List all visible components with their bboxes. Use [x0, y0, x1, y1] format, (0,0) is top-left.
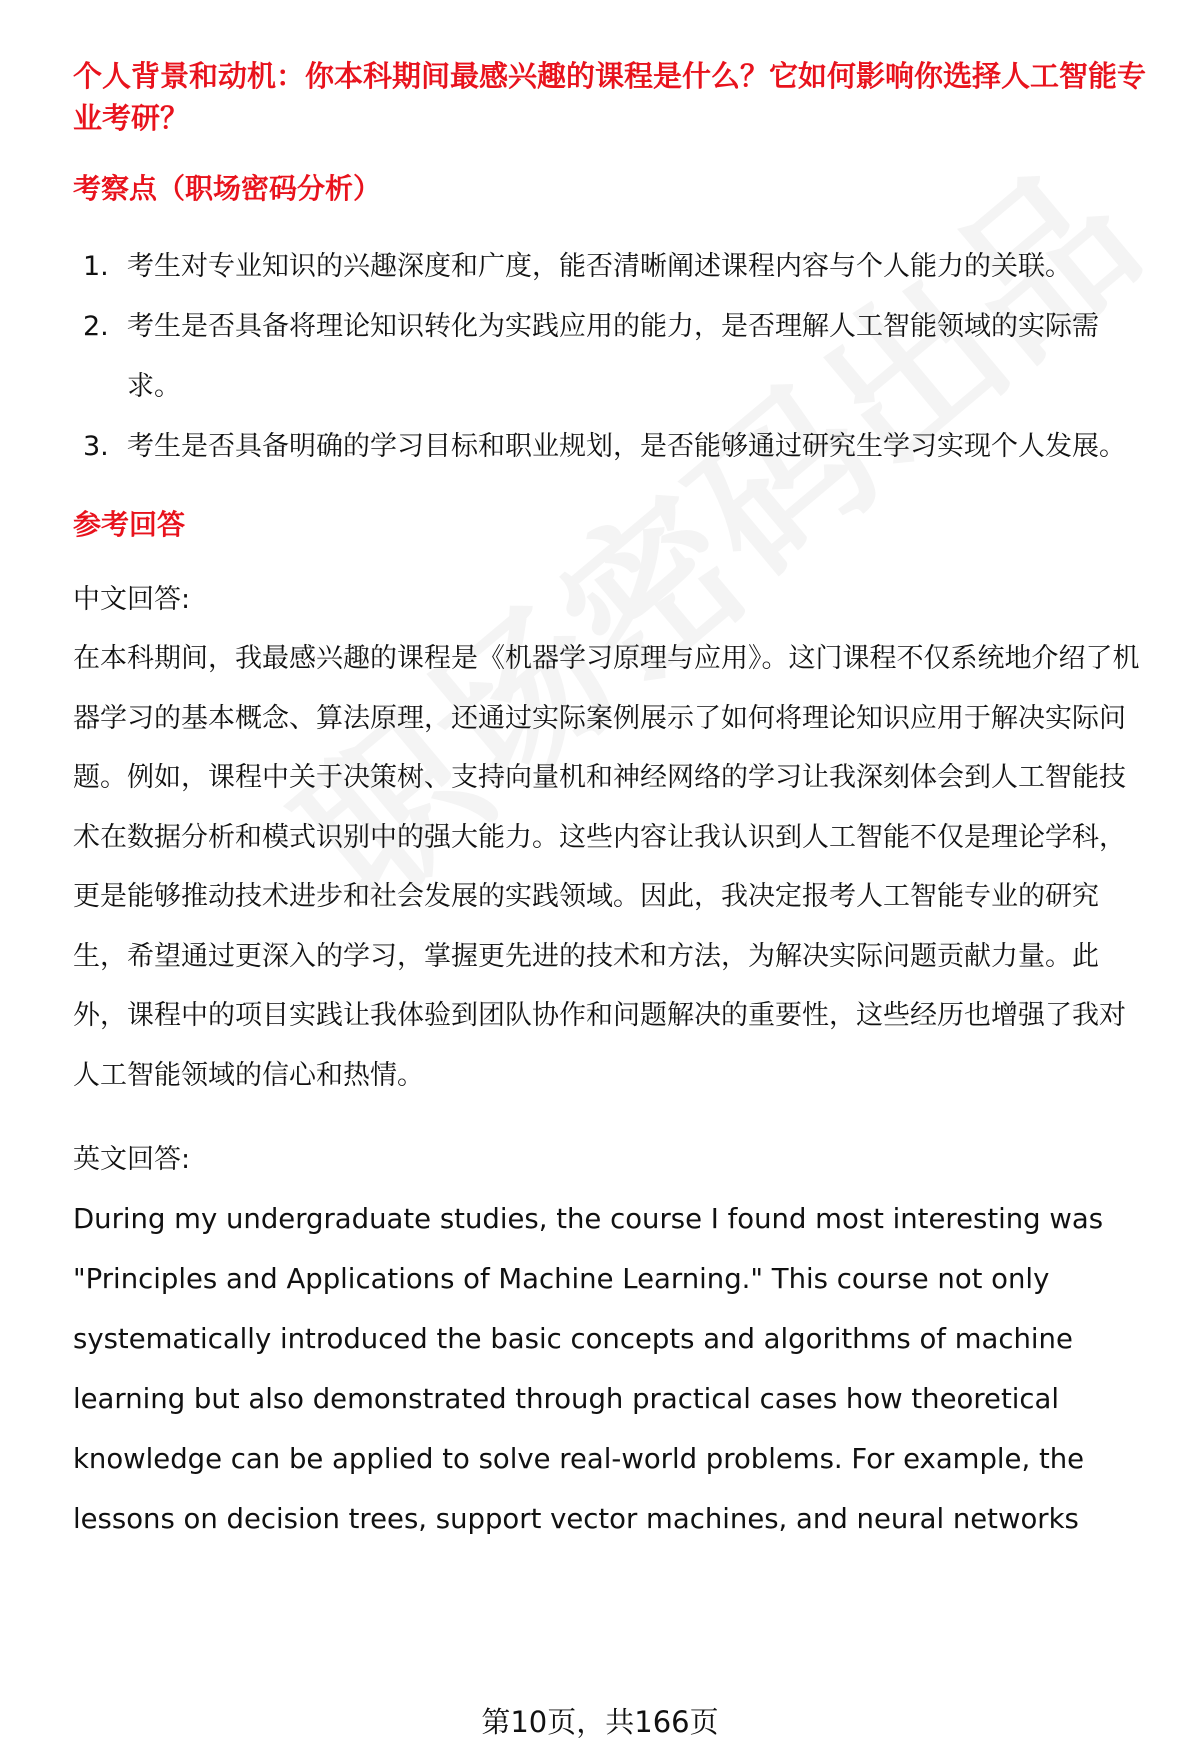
reference-answer-heading: 参考回答	[73, 508, 186, 541]
list-item-number: 3.	[83, 431, 109, 462]
assessment-heading: 考察点（职场密码分析）	[73, 172, 382, 205]
english-answer-text: During my undergraduate studies, the course I found most interesting was "Principles and Applications of Machine Learning." This course not only systematically introduced the basic concepts and algorithms of machine learning but also demonstrated through practical cases how theoretical knowledge can be applied to solve real-world problems. For example, the lessons on decision trees, support vector machines, and neural networks	[73, 1203, 1104, 1535]
list-item-number: 1.	[83, 251, 109, 282]
list-item	[73, 237, 1148, 297]
chinese-answer-label: 中文回答:	[73, 584, 191, 615]
assessment-points-list	[73, 237, 1148, 477]
page-indicator: 第10页，共166页	[481, 1705, 719, 1739]
chinese-answer-text: 在本科期间，我最感兴趣的课程是《机器学习原理与应用》。这门课程不仅系统地介绍了机器学习的基本概念、算法原理，还通过实际案例展示了如何将理论知识应用于解决实际问题。例如，课程中关于决策树、支持向量机和神经网络的学习让我深刻体会到人工智能技术在数据分析和模式识别中的强大能力。这些内容让我认识到人工智能不仅是理论学科，更是能够推动技术进步和社会发展的实践领域。因此，我决定报考人工智能专业的研究生，希望通过更深入的学习，掌握更先进的技术和方法，为解决实际问题贡献力量。此外，课程中的项目实践让我体验到团队协作和问题解决的重要性，这些经历也增强了我对人工智能领域的信心和热情。	[73, 643, 1140, 1091]
document-page	[73, 55, 1148, 1549]
list-item-text: 考生是否具备将理论知识转化为实践应用的能力，是否理解人工智能领域的实际需求。	[127, 311, 1099, 402]
question-title: 个人背景和动机：你本科期间最感兴趣的课程是什么？它如何影响你选择人工智能专业考研？	[73, 59, 1147, 135]
list-item-text: 考生是否具备明确的学习目标和职业规划，是否能够通过研究生学习实现个人发展。	[127, 431, 1126, 462]
list-item-number: 2.	[83, 311, 109, 342]
list-item	[73, 297, 1148, 417]
english-answer-label: 英文回答:	[73, 1144, 191, 1175]
list-item	[73, 417, 1148, 477]
list-item-text: 考生对专业知识的兴趣深度和广度，能否清晰阐述课程内容与个人能力的关联。	[127, 251, 1072, 282]
